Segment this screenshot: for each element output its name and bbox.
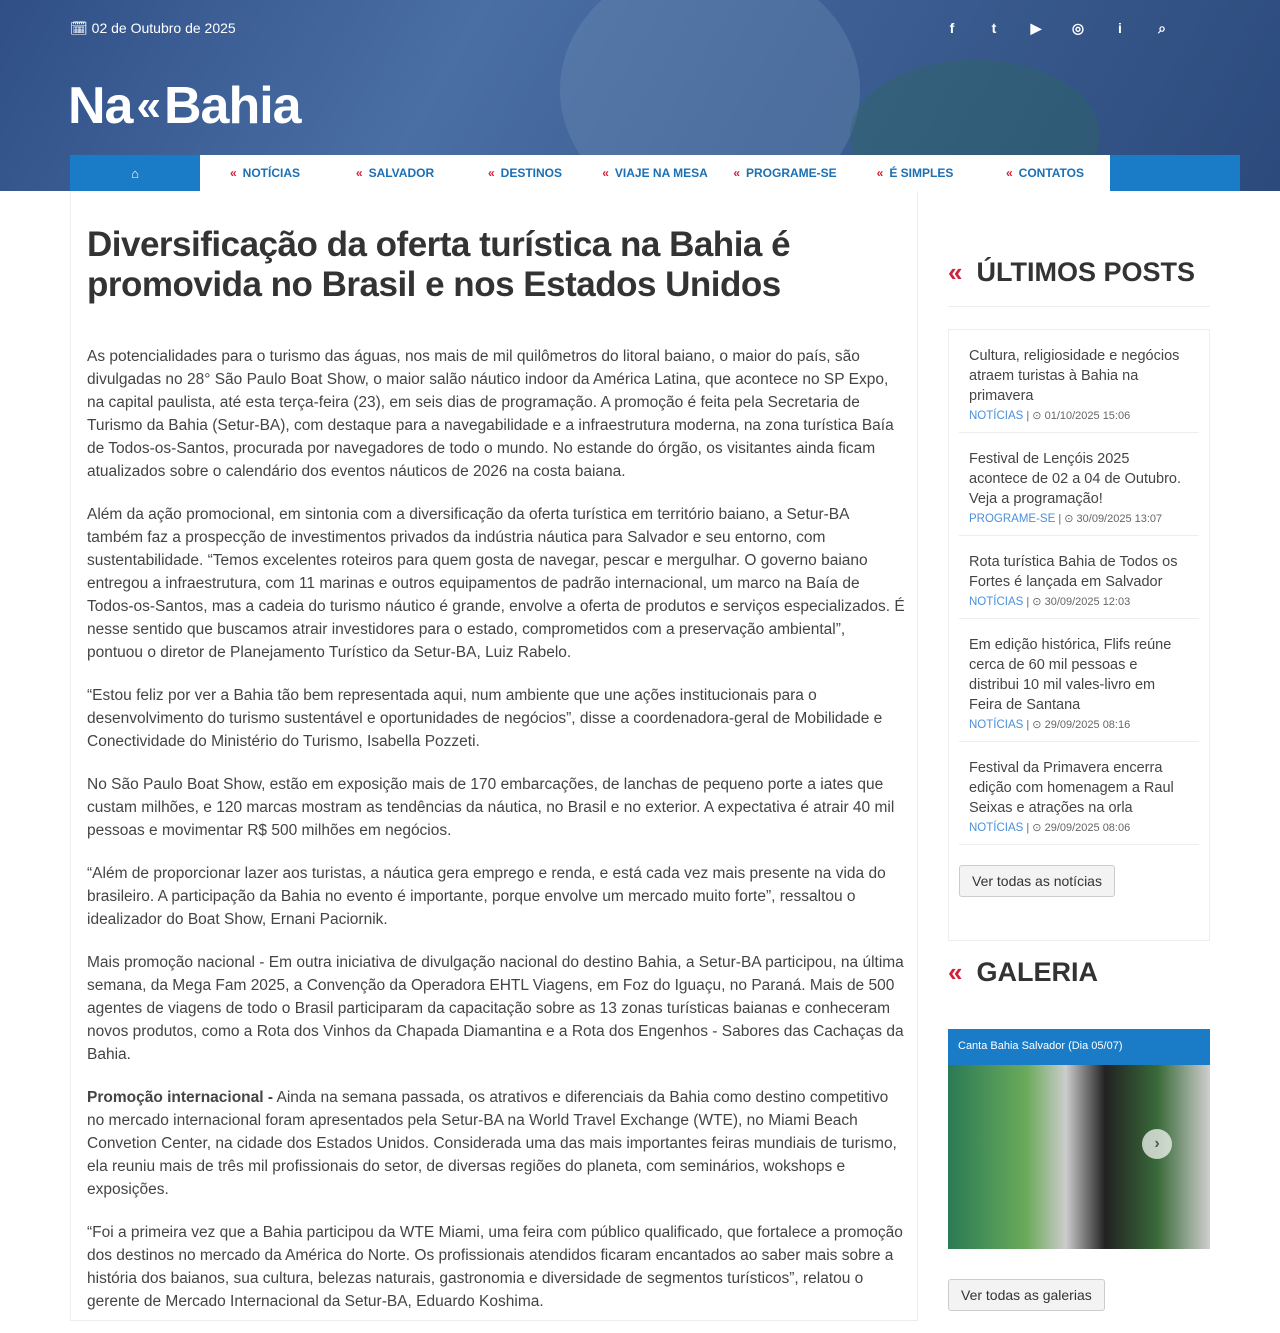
nav-noticias[interactable] — [200, 166, 330, 180]
paragraph: Mais promoção nacional - Em outra iniciativa de divulgação nacional do destino Bahia, a Setur-BA participou, na última semana, da Mega Fam 2025, a Convenção da Operadora EHTL Viagens, em Foz do Iguaçu, no Paraná. Mais de 500 agentes de viagens de todo o Brasil participaram da capacitação sobre as 13 zonas turísticas baianas e conheceram novos produtos, como a Rota dos Vinhos da Chapada Diamantina e a Rota dos Engenhos - Sabores das Cachaças da Bahia. — [87, 954, 904, 1063]
post-category[interactable]: NOTÍCIAS — [969, 719, 1024, 731]
nav-label: VIAJE NA MESA — [614, 166, 708, 180]
nav-label: NOTÍCIAS — [242, 166, 301, 180]
list-item[interactable]: Cultura, religiosidade e negócios atraem turistas à Bahia na primavera NOTÍCIAS | ⊙ 01/10/2025 15:06 — [959, 330, 1199, 433]
clock-icon: ⊙ — [1032, 719, 1042, 731]
nav-destinos[interactable] — [460, 166, 590, 180]
nav-programe-se[interactable] — [720, 166, 850, 180]
nav-label: SALVADOR — [368, 166, 435, 180]
article — [70, 191, 918, 1321]
post-category[interactable]: NOTÍCIAS — [969, 822, 1024, 834]
list-item[interactable]: Em edição histórica, Flifs reúne cerca de 60 mil pessoas e distribui 10 mil vales-livro em Feira de Santana NOTÍCIAS | ⊙ 29/09/2025 08:16 — [959, 619, 1199, 742]
chevron-icon: « — [733, 166, 740, 180]
search-icon[interactable]: ⌕ — [1158, 20, 1166, 36]
post-category[interactable]: NOTÍCIAS — [969, 596, 1024, 608]
chevron-icon: « — [487, 166, 495, 180]
gallery-image[interactable] — [948, 1065, 1210, 1249]
chevron-icon: « — [948, 957, 963, 987]
nav-contatos[interactable] — [980, 166, 1110, 180]
post-category[interactable]: PROGRAME-SE — [969, 513, 1056, 525]
paragraph: No São Paulo Boat Show, estão em exposição mais de 170 embarcações, de lanchas de pequeno porte a iates que custam milhões, e 120 marcas mostram as tendências da náutica, no Brasil e no exterior. A expectativa é atrair 40 mil pessoas e movimentar R$ 500 milhões em negócios. — [87, 776, 895, 839]
post-title[interactable]: Rota turística Bahia de Todos os Fortes é lançada em Salvador — [969, 554, 1178, 590]
list-item[interactable]: Festival da Primavera encerra edição com homenagem a Raul Seixas e atrações na orla NOTÍCIAS | ⊙ 29/09/2025 08:06 — [959, 742, 1199, 845]
social-links — [944, 20, 1170, 37]
post-title[interactable]: Festival de Lençóis 2025 acontece de 02 a 04 de Outubro. Veja a programação! — [969, 451, 1182, 507]
post-title[interactable]: Cultura, religiosidade e negócios atraem turistas à Bahia na primavera — [969, 348, 1180, 404]
clock-icon: ⊙ — [1064, 513, 1074, 525]
latest-posts-list — [948, 329, 1210, 941]
post-title[interactable]: Festival da Primavera encerra edição com homenagem a Raul Seixas e atrações na orla — [969, 760, 1174, 816]
gallery-slider[interactable] — [948, 1029, 1210, 1249]
paragraph — [87, 1086, 905, 1201]
post-date: 30/09/2025 12:03 — [1044, 596, 1131, 608]
nav-salvador[interactable] — [330, 166, 460, 180]
post-date: 30/09/2025 13:07 — [1076, 513, 1163, 525]
all-galleries-button[interactable]: Ver todas as galerias — [948, 1279, 1105, 1311]
gallery-caption[interactable]: Canta Bahia Salvador (Dia 05/07) — [958, 1040, 1123, 1052]
chevron-icon: « — [602, 166, 609, 180]
post-title[interactable]: Em edição histórica, Flifs reúne cerca de 60 mil pessoas e distribui 10 mil vales-livro em Feira de Santana — [969, 637, 1172, 713]
nav-label: DESTINOS — [500, 166, 563, 180]
paragraph: Além da ação promocional, em sintonia com a diversificação da oferta turística em território baiano, a Setur-BA também faz a prospecção de investimentos privados da indústria náutica para Salvador e seu entorno, com sustentabilidade. “Temos excelentes roteiros para quem gosta de navegar, pescar e mergulhar. O governo baiano entregou a infraestrutura, com 11 marinas e outros equipamentos de padrão internacional, um marco na Baía de Todos-os-Santos, mas a cadeia do turismo náutico é grande, envolve a oferta de produtos e serviços especializados. É nesse sentido que buscamos atrair investidores para o estado, comprometidos com a preservação ambiental”, pontuou o diretor de Planejamento Turístico da Setur-BA, Luiz Rabelo. — [87, 506, 905, 661]
chevron-icon: « — [948, 257, 963, 287]
article-title: Diversificação da oferta turística na Bahia é promovida no Brasil e nos Estados Unidos — [87, 225, 791, 304]
list-item[interactable]: Rota turística Bahia de Todos os Fortes é lançada em Salvador NOTÍCIAS | ⊙ 30/09/2025 12:03 — [959, 536, 1199, 619]
info-icon[interactable]: i — [1118, 20, 1122, 36]
chevron-icon: « — [1005, 166, 1013, 180]
header — [0, 0, 1280, 191]
current-date: 🗓 02 de Outubro de 2025 — [70, 20, 236, 36]
post-date: 29/09/2025 08:06 — [1044, 822, 1131, 834]
chevron-icon: « — [355, 166, 363, 180]
paragraph-text: Ainda na semana passada, os atrativos e diferenciais da Bahia como destino competitivo no mercado internacional foram apresentados pela Setur-BA na World Travel Exchange (WTE), no Miami Beach Convetion Center, na cidade dos Estados Unidos. Considerada uma das mais importantes feiras mundiais de turismo, ela reuniu mais de três mil profissionais do setor, de diversas regiões do planeta, com seminários, wokshops e exposições. — [87, 1089, 897, 1198]
chevron-right-icon[interactable]: › — [1142, 1129, 1172, 1159]
youtube-icon[interactable]: ▶ — [1030, 20, 1042, 36]
home-icon: ⌂ — [131, 165, 139, 181]
logo-text-left: Na — [68, 77, 133, 135]
nav-label: CONTATOS — [1018, 166, 1085, 180]
clock-icon: ⊙ — [1032, 410, 1042, 422]
twitter-icon[interactable]: t — [991, 20, 997, 36]
post-category[interactable]: NOTÍCIAS — [969, 410, 1024, 422]
clock-icon: ⊙ — [1032, 822, 1042, 834]
site-logo[interactable] — [68, 76, 301, 136]
paragraph: “Além de proporcionar lazer aos turistas, a náutica gera emprego e renda, e está cada vez mais presente na vida do brasileiro. A participação da Bahia no evento é importante, porque envolve um mercado muito forte”, ressaltou o idealizador do Boat Show, Ernani Paciornik. — [87, 865, 886, 928]
main-nav — [70, 155, 1240, 191]
nav-label: É SIMPLES — [889, 166, 954, 180]
nav-label: PROGRAME-SE — [746, 166, 837, 180]
instagram-icon[interactable]: ◎ — [1071, 20, 1085, 36]
all-news-button[interactable]: Ver todas as notícias — [959, 865, 1115, 897]
date-text: 02 de Outubro de 2025 — [91, 20, 236, 36]
post-date: 29/09/2025 08:16 — [1044, 719, 1131, 731]
post-date: 01/10/2025 15:06 — [1044, 410, 1131, 422]
nav-home[interactable] — [70, 155, 200, 191]
chevron-icon: « — [876, 166, 884, 180]
section-label: Promoção internacional - — [87, 1089, 274, 1106]
facebook-icon[interactable]: f — [949, 20, 955, 36]
nav-viaje-na-mesa[interactable] — [590, 166, 720, 180]
nav-e-simples[interactable] — [850, 166, 980, 180]
heading-text: ÚLTIMOS POSTS — [976, 257, 1195, 287]
article-body — [87, 345, 905, 1333]
logo-text-right: Bahia — [163, 77, 301, 135]
gallery-heading — [948, 957, 1098, 988]
list-item[interactable]: Festival de Lençóis 2025 acontece de 02 a 04 de Outubro. Veja a programação! PROGRAME-SE | ⊙ 30/09/2025 13:07 — [959, 433, 1199, 536]
logo-mark-icon: « — [136, 81, 160, 130]
latest-posts-heading — [948, 257, 1210, 307]
paragraph: “Foi a primeira vez que a Bahia participou da WTE Miami, uma feira com público qualificado, que fortalece a promoção dos destinos no mercado da América do Norte. Os profissionais atendidos ficaram encantados ao saber mais sobre a história dos baianos, sua cultura, belezas naturais, gastronomia e diversidade de segmentos turísticos”, relatou o gerente de Mercado Internacional da Setur-BA, Eduardo Koshima. — [87, 1224, 903, 1310]
paragraph: “Estou feliz por ver a Bahia tão bem representada aqui, num ambiente que une ações institucionais para o desenvolvimento do turismo sustentável e oportunidades de negócios”, disse a coordenadora-geral de Mobilidade e Conectividade do Ministério do Turismo, Isabella Pozzeti. — [87, 687, 883, 750]
clock-icon: ⊙ — [1032, 596, 1042, 608]
heading-text: GALERIA — [976, 957, 1098, 987]
chevron-icon: « — [229, 166, 237, 180]
paragraph: As potencialidades para o turismo das águas, nos mais de mil quilômetros do litoral baiano, o maior do país, são divulgadas no 28° São Paulo Boat Show, o maior salão náutico indoor da América Latina, que acontece no SP Expo, na capital paulista, até esta terça-feira (23), em seis dias de programação. A promoção é feita pela Secretaria de Turismo da Bahia (Setur-BA), com destaque para a navegabilidade e a infraestrutura moderna, na zona turística Baía de Todos-os-Santos, procurada por navegadores de todo o mundo. No estande do órgão, os visitantes ainda ficam atualizados sobre o calendário dos eventos náuticos de 2026 na costa baiana. — [87, 348, 894, 480]
